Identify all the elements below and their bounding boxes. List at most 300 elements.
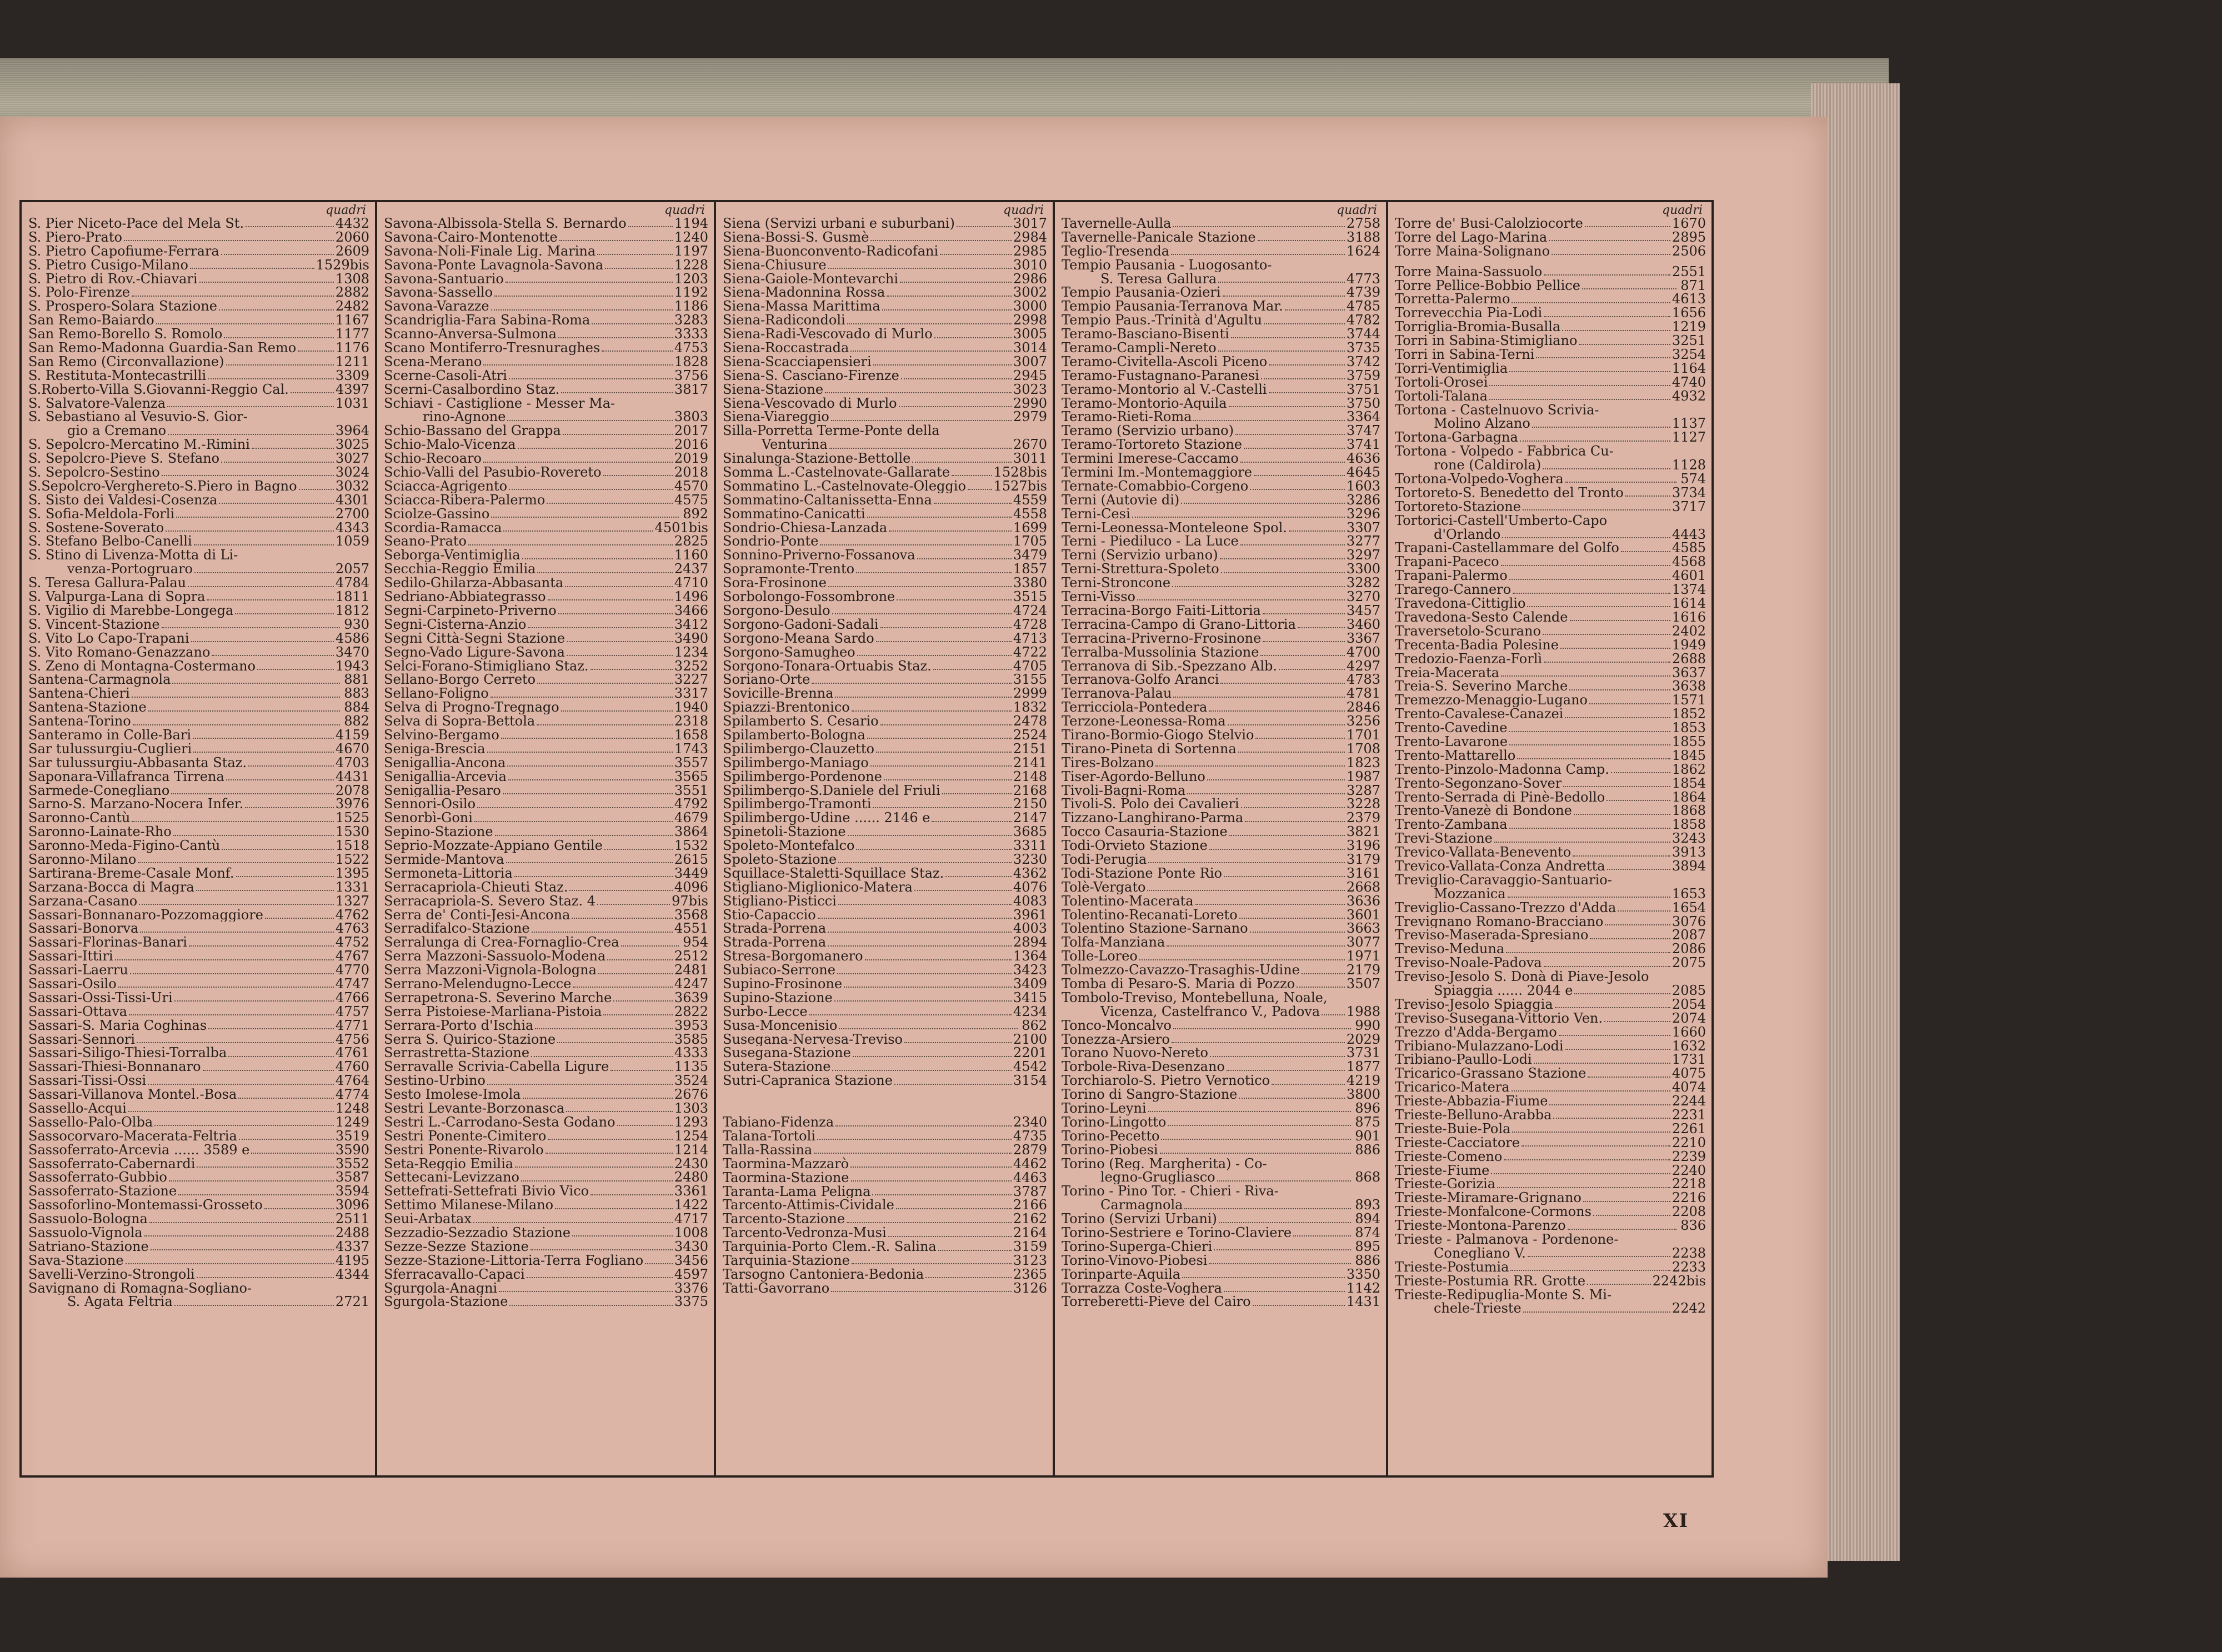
quadro-number: 2437: [674, 562, 708, 577]
index-entry: [28, 521, 369, 535]
dot-leader: [174, 1000, 334, 1002]
index-entry: [28, 397, 369, 411]
quadro-number: 4159: [335, 728, 369, 742]
route-name: Todi-Perugia: [1062, 852, 1147, 867]
dot-leader: [831, 1291, 1012, 1292]
route-name: d'Orlando: [1434, 527, 1501, 542]
index-entry: [1062, 1281, 1380, 1295]
dot-leader: [1173, 697, 1345, 698]
index-entry: [28, 632, 369, 645]
index-entry: [723, 632, 1047, 645]
index-entry: [1395, 555, 1706, 569]
quadro-number: 3663: [1346, 922, 1380, 936]
quadro-number: 3076: [1671, 914, 1706, 929]
route-name: Tarcento-Stazione: [723, 1212, 845, 1227]
dot-leader: [1587, 1284, 1651, 1285]
dot-leader: [133, 724, 340, 725]
route-name: Torino-Sestriere e Torino-Claviere: [1062, 1226, 1292, 1240]
route-name: Travedona-Cittiglio: [1395, 597, 1526, 610]
dot-leader: [168, 434, 334, 435]
dot-leader: [174, 1305, 334, 1306]
dot-leader: [870, 240, 1011, 241]
route-name: Sestri L.-Carrodano-Sesta Godano: [384, 1115, 615, 1129]
dot-leader: [837, 973, 1012, 974]
dot-leader: [1250, 932, 1345, 933]
route-name: Susegana-Stazione: [723, 1046, 851, 1060]
dot-leader: [558, 613, 673, 614]
index-entry: [28, 286, 369, 299]
dot-leader: [501, 738, 673, 739]
dot-leader: [251, 1153, 334, 1154]
index-entry: [723, 1212, 1047, 1226]
quadro-number: 2480: [674, 1170, 708, 1185]
index-entry: [384, 1240, 708, 1254]
quadro-number: 1699: [1013, 520, 1047, 535]
route-name: Trapani-Paceco: [1395, 555, 1499, 569]
route-name: Siena-Stazione: [723, 382, 824, 397]
dot-leader: [1171, 254, 1345, 255]
route-name: Trevi-Stazione: [1395, 832, 1493, 846]
dot-leader: [487, 1084, 673, 1085]
index-entry: [28, 811, 369, 825]
index-entry: [1395, 244, 1706, 258]
index-entry: [28, 258, 369, 272]
dot-leader: [537, 683, 673, 684]
route-name: Trieste-Comeno: [1395, 1149, 1503, 1164]
index-entry: [723, 493, 1047, 507]
index-entry: [1062, 1295, 1380, 1309]
index-entry: [384, 244, 708, 258]
route-name: Terni-Visso: [1062, 590, 1135, 604]
route-name: Savona-Cairo-Montenotte: [384, 230, 558, 244]
dot-leader: [523, 1098, 673, 1099]
quadro-number: 3637: [1671, 665, 1706, 680]
route-name: Segni-Cisterna-Anzio: [384, 617, 527, 632]
quadro-number: 836: [1680, 1219, 1706, 1233]
index-entry: [28, 797, 369, 811]
index-entry: [723, 1019, 1047, 1033]
quadro-number: 2488: [335, 1226, 369, 1240]
quadro-number: 3367: [1346, 631, 1380, 645]
index-entry: [1062, 784, 1380, 798]
quadro-number: 3456: [674, 1253, 708, 1268]
dot-leader: [128, 1111, 334, 1112]
index-entry: [384, 1254, 708, 1268]
route-name: Torino-Piobesi: [1062, 1143, 1158, 1157]
quadro-number: 2085: [1671, 983, 1706, 998]
quadro-number: 3594: [335, 1184, 369, 1199]
quadro-number: 3014: [1013, 341, 1047, 355]
route-name: Terricciola-Pontedera: [1062, 700, 1208, 715]
index-entry: [1395, 1136, 1706, 1150]
index-entry: [28, 341, 369, 355]
index-entry: [723, 963, 1047, 977]
route-name: Torre de' Busi-Calolziocorte: [1395, 217, 1583, 231]
dot-leader: [1229, 835, 1345, 836]
quadro-number: 1653: [1671, 887, 1706, 901]
quadro-number: 1855: [1671, 734, 1706, 749]
quadro-number: 3742: [1346, 354, 1380, 369]
dot-leader: [1187, 793, 1345, 794]
index-entry: [28, 1129, 369, 1143]
route-name: Scano Montiferro-Tresnuraghes: [384, 341, 600, 355]
route-name: Torri in Sabina-Stimigliano: [1395, 334, 1578, 348]
quadro-number: 2240: [1671, 1163, 1706, 1178]
dot-leader: [1509, 828, 1670, 829]
quadro-number: 3913: [1671, 845, 1706, 859]
index-entry: [384, 963, 708, 977]
quadro-number: 3787: [1013, 1184, 1047, 1199]
quadro-number: 2029: [1346, 1032, 1380, 1047]
quadro-number: 1327: [335, 894, 369, 908]
column-header: quadri: [664, 203, 705, 217]
quadro-number: 1853: [1671, 721, 1706, 735]
index-entry: [723, 272, 1047, 286]
index-entry: [384, 1295, 708, 1309]
route-name: Spilimbergo-Clauzetto: [723, 742, 874, 756]
route-name: Sciacca-Ribera-Palermo: [384, 493, 546, 507]
route-name: Sutri-Capranica Stazione: [723, 1074, 893, 1088]
quadro-number: 4771: [335, 1018, 369, 1033]
dot-leader: [137, 1042, 334, 1043]
route-name: Terranova-Golfo Aranci: [1062, 673, 1219, 687]
index-entry: [1062, 756, 1380, 770]
dot-leader: [1224, 876, 1345, 877]
quadro-number: 3002: [1013, 286, 1047, 300]
dot-leader: [825, 392, 1012, 393]
route-name: S. Prospero-Solara Stazione: [28, 299, 217, 314]
dot-leader: [850, 351, 1012, 352]
dot-leader: [1250, 489, 1345, 490]
dot-leader: [894, 1084, 1012, 1085]
index-entry: [28, 1226, 369, 1240]
index-entry: [1062, 1198, 1380, 1212]
route-name: Siena-Radi-Vescovado di Murlo: [723, 327, 933, 342]
dot-leader: [829, 448, 1012, 449]
index-entry: [1062, 1226, 1380, 1240]
quadro-number: 4713: [1013, 631, 1047, 645]
route-name: Treviglio-Caravaggio-Santuario-: [1395, 873, 1612, 887]
index-entry: [384, 645, 708, 659]
quadro-number: 3017: [1013, 217, 1047, 231]
index-entry: [1395, 901, 1706, 915]
dot-leader: [148, 710, 340, 712]
quadro-number: 3283: [674, 313, 708, 328]
quadro-number: 4756: [335, 1032, 369, 1047]
dot-leader: [132, 821, 334, 822]
quadro-number: 2141: [1013, 755, 1047, 770]
route-name: Sava-Stazione: [28, 1253, 124, 1268]
quadro-number: 2758: [1346, 217, 1380, 231]
route-name: Spinetoli-Stazione: [723, 825, 846, 839]
route-name: Traversetolo-Scurano: [1395, 624, 1541, 638]
index-entry: [1062, 410, 1380, 424]
route-name: Torchiarolo-S. Pietro Vernotico: [1062, 1074, 1270, 1088]
route-name: S.Roberto-Villa S.Giovanni-Reggio Cal.: [28, 382, 289, 397]
quadro-number: 894: [1355, 1212, 1380, 1227]
quadro-number: 2060: [335, 230, 369, 244]
dot-leader: [171, 793, 334, 794]
index-entry: [384, 1198, 708, 1212]
dot-leader: [503, 793, 673, 794]
route-name: Sassari-Laerru: [28, 963, 128, 977]
route-name: Sassuolo-Bologna: [28, 1212, 148, 1227]
quadro-number: 4219: [1346, 1074, 1380, 1088]
route-name: S. Teresa Gallura: [1100, 272, 1217, 286]
route-name: Sezze-Sezze Stazione: [384, 1239, 529, 1254]
index-entry: [723, 548, 1047, 562]
index-entry: [384, 867, 708, 880]
route-name: Trecenta-Badia Polesine: [1395, 638, 1559, 652]
route-name: Torri-Ventimiglia: [1395, 361, 1508, 376]
dot-leader: [491, 309, 673, 311]
index-entry: [1062, 1143, 1380, 1157]
quadro-number: 1303: [674, 1102, 708, 1115]
index-entry: [384, 548, 708, 562]
index-entry: [384, 1046, 708, 1060]
route-name: Sassoferrato-Gubbio: [28, 1170, 167, 1185]
index-entry: [1395, 231, 1706, 244]
dot-leader: [621, 945, 679, 947]
dot-leader: [208, 378, 334, 379]
index-entry: [384, 299, 708, 313]
dot-leader: [1239, 1098, 1345, 1099]
quadro-number: 3011: [1013, 452, 1047, 466]
route-name: Scerne-Casoli-Atri: [384, 368, 507, 383]
route-name: Sorgono-Samugheo: [723, 645, 855, 659]
route-name: S. Teresa Gallura-Palau: [28, 576, 187, 590]
route-name: Serra Mazzoni-Sassuolo-Modena: [384, 949, 606, 964]
quadro-number: 3731: [1346, 1046, 1380, 1060]
quadro-number: 3636: [1346, 894, 1380, 908]
route-name: Teglio-Tresenda: [1062, 244, 1170, 258]
dot-leader: [904, 1042, 1012, 1043]
quadro-number: 3010: [1013, 258, 1047, 272]
dot-leader: [870, 765, 1012, 767]
quadro-number: 2086: [1671, 942, 1706, 957]
route-name: Santena-Stazione: [28, 700, 147, 715]
dot-leader: [509, 489, 673, 490]
route-name: Treviso-Susegana-Vittorio Ven.: [1395, 1011, 1603, 1025]
dot-leader: [1220, 683, 1344, 684]
quadro-number: 1832: [1013, 700, 1047, 715]
route-name: Tavernelle-Panicale Stazione: [1062, 230, 1256, 244]
dot-leader: [1563, 786, 1670, 787]
quadro-number: 2985: [1013, 244, 1047, 258]
index-entry: [723, 1198, 1047, 1212]
route-name: Sestri Levante-Borzonasca: [384, 1102, 565, 1115]
route-name: S. Sostene-Soverato: [28, 520, 164, 535]
dot-leader: [844, 987, 1012, 988]
quadro-number: 3024: [335, 465, 369, 479]
dot-leader: [1513, 593, 1670, 594]
route-name: Schiavi - Castiglione - Messer Ma-: [384, 396, 615, 411]
index-entry: [1062, 880, 1380, 894]
route-name: Senigallia-Arcevia: [384, 769, 507, 784]
quadro-number: 3524: [674, 1074, 708, 1088]
dot-leader: [257, 669, 334, 670]
dot-leader: [1221, 572, 1345, 573]
dot-leader: [968, 489, 992, 490]
dot-leader: [172, 683, 340, 684]
route-name: Sermoneta-Littoria: [384, 866, 513, 880]
route-name: Treviso-Jesolo Spiaggia: [1395, 997, 1553, 1012]
index-entry: [1062, 894, 1380, 908]
index-entry: [723, 811, 1047, 825]
index-entry: [1062, 618, 1380, 632]
route-name: Sciacca-Agrigento: [384, 479, 508, 493]
index-entry: [723, 383, 1047, 397]
quadro-number: 2846: [1346, 700, 1380, 715]
dot-leader: [1489, 385, 1670, 386]
index-entry: [384, 659, 708, 673]
route-name: Teramo-Tortoreto Stazione: [1062, 438, 1242, 452]
dot-leader: [912, 462, 1012, 463]
dot-leader: [628, 226, 673, 227]
quadro-number: 2244: [1671, 1094, 1706, 1108]
dot-leader: [1509, 371, 1670, 372]
dot-leader: [115, 959, 334, 960]
dot-leader: [942, 793, 1012, 794]
route-name: Sassoferrato-Cabernardi: [28, 1157, 196, 1171]
quadro-number: 3964: [335, 424, 369, 438]
index-entry: [1395, 1219, 1706, 1233]
index-entry: [1062, 258, 1380, 272]
dot-leader: [831, 420, 1012, 421]
dot-leader: [235, 613, 334, 614]
route-name: San Remo-Baiardo: [28, 313, 154, 328]
quadro-number: 3254: [1671, 348, 1706, 362]
dot-leader: [558, 337, 673, 338]
quadro-number: 3460: [1346, 617, 1380, 632]
route-name: S. Piero-Prato: [28, 230, 122, 244]
dot-leader: [246, 226, 334, 227]
dot-leader: [1489, 399, 1670, 400]
route-name: Sassari-Ottava: [28, 1004, 128, 1019]
dot-leader: [1582, 288, 1676, 289]
dot-leader: [1512, 302, 1670, 303]
route-name: Trapani-Palermo: [1395, 569, 1508, 583]
quadro-number: 4735: [1013, 1129, 1047, 1143]
index-entry: [1395, 666, 1706, 680]
route-name: Segni Città-Segni Stazione: [384, 631, 565, 645]
dot-leader: [1253, 1305, 1345, 1306]
route-name: Sarno-S. Marzano-Nocera Infer.: [28, 797, 244, 812]
dot-leader: [592, 323, 673, 324]
dot-leader: [561, 710, 673, 712]
dot-leader: [847, 323, 1012, 324]
index-entry: [384, 1102, 708, 1115]
quadro-number: 1008: [674, 1226, 708, 1240]
index-entry: [28, 507, 369, 521]
dot-leader: [1574, 814, 1670, 815]
route-name: Tizzano-Langhirano-Parma: [1062, 811, 1244, 825]
index-entry: [384, 327, 708, 341]
route-name: Tortoreto-Stazione: [1395, 499, 1521, 514]
quadro-number: 881: [344, 673, 369, 687]
dot-leader: [561, 392, 673, 393]
route-name: Tredozio-Faenza-Forlì: [1395, 652, 1543, 666]
dot-leader: [487, 752, 673, 753]
index-entry: [1062, 286, 1380, 299]
quadro-number: 2168: [1013, 783, 1047, 798]
index-entry: [1062, 839, 1380, 853]
quadro-number: 2481: [674, 963, 708, 977]
dot-leader: [880, 627, 1012, 628]
index-entry: [1062, 673, 1380, 687]
index-entry: [1062, 714, 1380, 728]
quadro-number: 3317: [674, 687, 708, 701]
route-name: Tortona - Castelnuovo Scrivia-: [1395, 403, 1599, 417]
dot-leader: [603, 475, 673, 476]
route-name: Siena-Radicondoli: [723, 313, 845, 328]
route-name: Tolentino-Macerata: [1062, 894, 1194, 908]
route-name: Terni-Cesi: [1062, 507, 1130, 521]
index-entry: [1395, 583, 1706, 597]
index-entry: [384, 604, 708, 618]
dot-leader: [850, 1167, 1012, 1168]
route-name: Seta-Reggio Emilia: [384, 1157, 514, 1171]
index-entry: [28, 452, 369, 465]
dot-leader: [507, 765, 673, 767]
route-name: Sennori-Osilo: [384, 797, 476, 812]
dot-leader: [548, 1139, 673, 1140]
index-entry: [1395, 873, 1706, 887]
index-entry: [28, 825, 369, 839]
index-entry: [1062, 299, 1380, 313]
index-entry: [723, 424, 1047, 438]
route-name: Trento-Segonzano-Sover: [1395, 776, 1562, 790]
index-entry: [28, 949, 369, 963]
quadro-number: 2825: [674, 534, 708, 549]
quadro-number: 2074: [1671, 1011, 1706, 1025]
index-entry: [1395, 942, 1706, 956]
index-entry: [384, 949, 708, 963]
quadro-number: 4083: [1013, 894, 1047, 908]
route-name: Sarzana-Bocca di Magra: [28, 880, 194, 894]
index-entry: [1062, 825, 1380, 839]
index-entry: [723, 1046, 1047, 1060]
index-entry: [723, 908, 1047, 922]
route-name: Trevignano Romano-Bracciano: [1395, 914, 1604, 929]
dot-leader: [1618, 910, 1670, 912]
quadro-number: 1234: [674, 645, 708, 659]
index-entry: [1062, 507, 1380, 521]
quadro-number: 1128: [1671, 458, 1706, 473]
quadro-number: 1142: [1346, 1281, 1380, 1295]
index-entry: [1062, 645, 1380, 659]
quadro-number: 3976: [335, 797, 369, 812]
route-name: Siena-Buonconvento-Radicofani: [723, 244, 939, 258]
route-name: Squillace-Staletti-Squillace Staz.: [723, 866, 944, 880]
index-entry: [723, 604, 1047, 618]
route-name: San Remo-Madonna Guardia-San Remo: [28, 341, 297, 355]
dot-leader: [1289, 530, 1345, 532]
quadro-number: 1877: [1346, 1060, 1380, 1074]
dot-leader: [515, 1167, 673, 1168]
index-entry: [723, 299, 1047, 313]
dot-leader: [221, 462, 334, 463]
index-entry: [1062, 604, 1380, 618]
index-entry: [1062, 1005, 1380, 1019]
index-entry: [1395, 528, 1706, 542]
route-name: Sepino-Stazione: [384, 825, 493, 839]
route-name: San Remo (Circonvallazione): [28, 354, 224, 369]
quadro-number: 1364: [1013, 949, 1047, 964]
index-entry: [28, 880, 369, 894]
quadro-number: 3735: [1346, 341, 1380, 355]
dot-leader: [1543, 634, 1670, 635]
